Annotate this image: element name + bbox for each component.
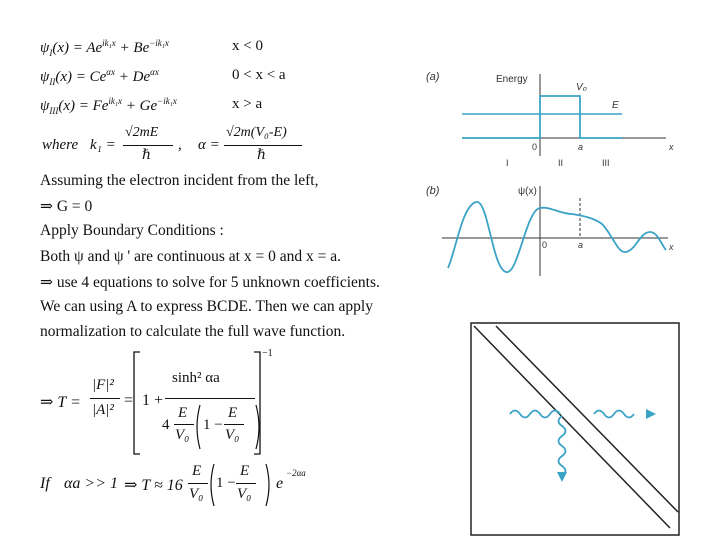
- sinh-numerator: sinh² αa: [172, 370, 220, 386]
- k1-numerator: √2mE: [125, 125, 159, 140]
- four-coefficient: 4: [162, 417, 170, 433]
- e-over-v0-num: E: [178, 405, 188, 421]
- equation-psi-i: $\psi_I(x) = Ae^{ik_1x} + Be^{-ik_1x}$: [40, 38, 169, 58]
- region-i-label: I: [506, 158, 509, 168]
- sinh-fraction-bar: [165, 398, 255, 399]
- text-line-boundary-heading: Apply Boundary Conditions :: [40, 222, 224, 239]
- f-over-a-numerator: |F|²: [92, 377, 114, 393]
- e-label: E: [612, 100, 619, 111]
- k1-denominator: ℏ: [142, 148, 152, 163]
- potential-barrier-diagram: [422, 66, 682, 176]
- approx-exponent: −2αa: [286, 468, 306, 478]
- approx-t-lhs: ⇒ T ≈ 16: [124, 477, 183, 494]
- incident-wave: [510, 411, 560, 418]
- e-over-v0-den: V₀: [175, 427, 190, 443]
- approx-inner-bar: [236, 483, 256, 484]
- inner-v0-den: V₀: [225, 427, 240, 443]
- approx-e-bar: [188, 483, 208, 484]
- transmission-power: −1: [262, 348, 273, 359]
- approx-v0-den: V₀: [189, 486, 204, 502]
- barrier-outline: [462, 96, 622, 138]
- approx-condition: αa >> 1: [64, 475, 118, 492]
- condition-region-iii: x > a: [232, 96, 263, 112]
- approx-inner-v0: V₀: [237, 486, 252, 502]
- approx-exponential: e: [276, 475, 284, 492]
- panel-b-label: (b): [426, 185, 440, 197]
- tick-a-a: a: [578, 142, 584, 152]
- one-plus: 1 +: [142, 392, 164, 409]
- equation-psi-iii: $\psi_{III}(x) = Fe^{ik_1x} + Ge^{-ik_1x}$: [40, 96, 177, 116]
- k1-fraction-bar: [123, 145, 173, 146]
- f-over-a-bar: [90, 398, 120, 399]
- text-line-incident: Assuming the electron incident from the left,: [40, 172, 319, 189]
- tick-a-b: a: [578, 240, 584, 250]
- text-line-express-bcde: We can using A to express BCDE. Then we can apply: [40, 298, 373, 315]
- region-iii-label: III: [602, 158, 610, 168]
- inner-e-bar: [224, 424, 244, 425]
- psi-axis-label: ψ(x): [518, 186, 537, 197]
- where-label: where: [42, 137, 79, 153]
- inner-one-minus: 1 −: [203, 417, 223, 433]
- tunneling-illustration: [470, 322, 680, 536]
- v0-label: V₀: [576, 82, 587, 93]
- text-line-continuity: Both ψ and ψ ' are continuous at x = 0 and x = a.: [40, 248, 341, 265]
- transmission-lhs: ⇒ T =: [40, 394, 81, 411]
- k1-label: k₁ =: [90, 137, 116, 153]
- x-axis-a-label: x: [669, 142, 674, 152]
- alpha-label: α =: [198, 137, 220, 153]
- reflected-wave: [559, 416, 566, 476]
- panel-a-label: (a): [426, 71, 440, 83]
- approx-inner-e: E: [240, 463, 250, 479]
- condition-region-ii: 0 < x < a: [232, 67, 286, 83]
- alpha-numerator: √2m(V₀-E): [226, 125, 287, 140]
- transmitted-wave: [594, 411, 634, 418]
- text-line-four-equations: ⇒ use 4 equations to solve for 5 unknown coefficients.: [40, 274, 380, 291]
- text-line-normalization: normalization to calculate the full wave function.: [40, 323, 346, 340]
- condition-region-i: x < 0: [232, 38, 263, 54]
- energy-axis-label: Energy: [496, 74, 528, 85]
- tick-0-a: 0: [532, 142, 538, 152]
- alpha-denominator: ℏ: [257, 148, 267, 163]
- reflected-arrowhead: [557, 472, 567, 482]
- e-over-v0-bar: [174, 424, 194, 425]
- text-line-g-zero: ⇒ G = 0: [40, 198, 93, 215]
- tick-0-b: 0: [542, 240, 548, 250]
- approx-e-num: E: [192, 463, 202, 479]
- inner-e-num: E: [228, 405, 238, 421]
- wave-function-curve: [448, 202, 666, 272]
- alpha-fraction-bar: [224, 145, 302, 146]
- wave-function-diagram: [422, 180, 682, 280]
- region-ii-label: II: [558, 158, 564, 168]
- where-separator: ,: [178, 137, 182, 153]
- barrier-surface-1: [474, 326, 670, 528]
- f-over-a-denominator: |A|²: [92, 402, 114, 418]
- transmission-equals: =: [124, 392, 134, 409]
- approx-if: If: [40, 475, 50, 492]
- transmitted-arrowhead: [646, 409, 656, 419]
- barrier-surface-2: [496, 326, 678, 512]
- approx-one-minus: 1 −: [216, 475, 236, 491]
- equation-psi-ii: $\psi_{II}(x) = Ce^{\alpha x} + De^{\alpha x}$: [40, 67, 159, 87]
- x-axis-b-label: x: [669, 242, 674, 252]
